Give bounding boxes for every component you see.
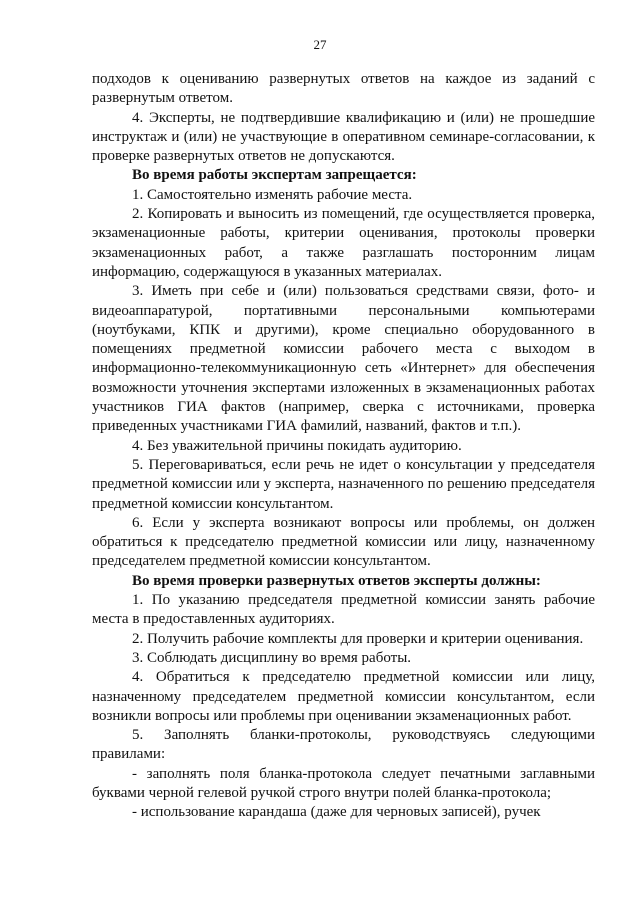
list-item: 2. Копировать и выносить из помещений, где осуществляется проверка, экзаменационные работы, критерии оценивания, протоколы проверки экзаменационных работ, а также разглашать посторонним лицам информацию, содержащуюся в указанных материалах. bbox=[92, 206, 595, 280]
list-item: 6. Если у эксперта возникают вопросы или проблемы, он должен обратиться к председателю предметной комиссии или лицу, назначенному председателем предметной комиссии консультантом. bbox=[92, 514, 595, 570]
list-item: 2. Получить рабочие комплекты для проверки и критерии оценивания. bbox=[132, 630, 584, 647]
list-item: 1. Самостоятельно изменять рабочие места. bbox=[132, 186, 413, 203]
document-body bbox=[92, 70, 595, 823]
paragraph: 4. Эксперты, не подтвердившие квалификацию и (или) не прошедшие инструктаж и (или) не участвующие в оперативном семинаре-согласовании, к проверке развернутых ответов не допускаются. bbox=[92, 109, 595, 165]
list-item: 3. Соблюдать дисциплину во время работы. bbox=[132, 649, 412, 666]
list-item: - заполнять поля бланка-протокола следует печатными заглавными буквами черной гелевой ручкой строго внутри полей бланка-протокола; bbox=[92, 765, 595, 801]
section-heading: Во время работы экспертам запрещается: bbox=[132, 167, 417, 184]
list-item: 4. Обратиться к председателю предметной комиссии или лицу, назначенному председателем предметной комиссии консультантом, если возникли вопросы или проблемы при оценивании экзаменационных работ. bbox=[92, 669, 595, 724]
list-item: 1. По указанию председателя предметной комиссии занять рабочие места в предоставленных аудиториях. bbox=[92, 592, 595, 628]
list-item: 5. Переговариваться, если речь не идет о консультации у председателя предметной комиссии или у эксперта, назначенного по решению председателя предметной комиссии консультантом. bbox=[92, 456, 595, 512]
paragraph: подходов к оцениванию развернутых ответов на каждое из заданий с развернутым ответом. bbox=[92, 71, 595, 107]
list-item: - использование карандаша (даже для черновых записей), ручек bbox=[132, 804, 541, 821]
page-number: 27 bbox=[313, 37, 327, 52]
section-heading: Во время проверки развернутых ответов эксперты должны: bbox=[132, 572, 541, 589]
list-item: 4. Без уважительной причины покидать аудиторию. bbox=[132, 437, 462, 454]
list-item: 5. Заполнять бланки-протоколы, руководствуясь следующими правилами: bbox=[92, 727, 595, 763]
list-item: 3. Иметь при себе и (или) пользоваться средствами связи, фото- и видеоаппаратурой, портативными персональными компьютерами (ноутбуками, КПК и другими), кроме специально оборудованного в помещениях предметной комиссии рабочего места с выходом в информационно-телекоммуникационную сеть «Интернет» для обеспечения возможности уточнения экспертами изложенных в экзаменационных работах участников ГИА фактов (например, сверка с источниками, проверка приведенных участниками ГИА фамилий, названий, фактов и т.п.). bbox=[92, 283, 595, 435]
